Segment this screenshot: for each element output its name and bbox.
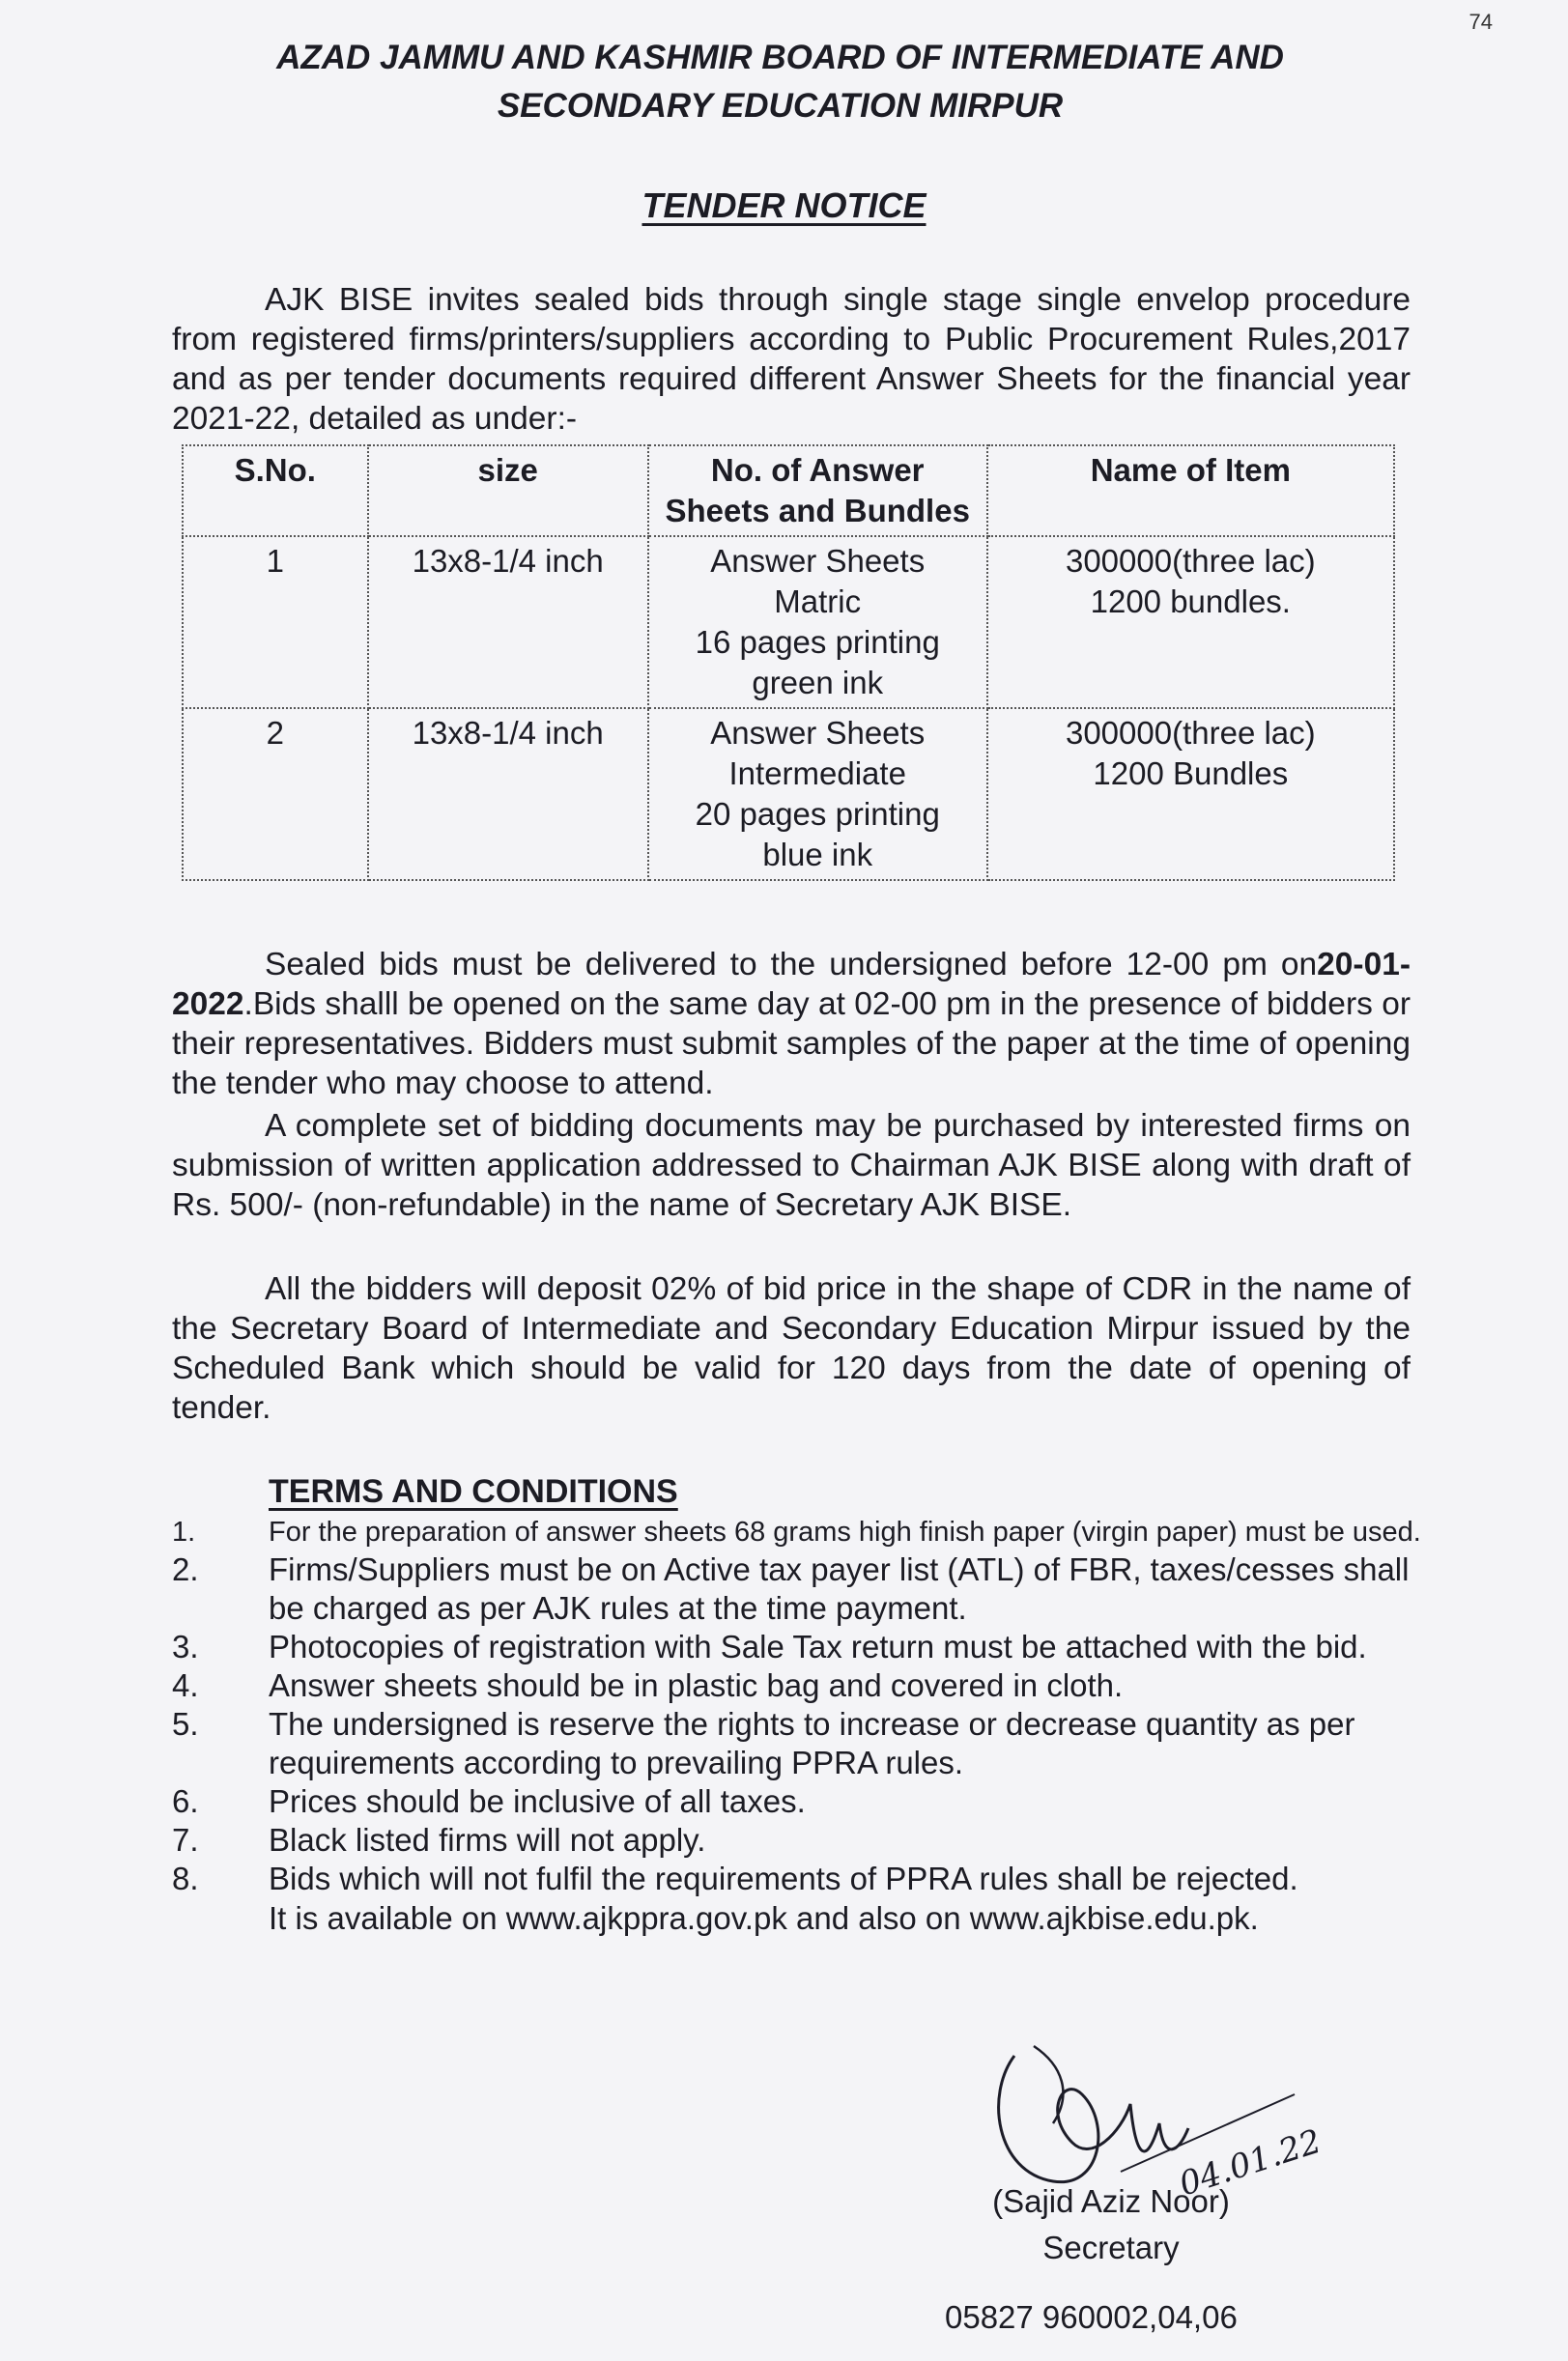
term-text: The undersigned is reserve the rights to increase or decrease quantity as per requirements according to prevailing PPRA rules. xyxy=(269,1706,1355,1780)
notice-title xyxy=(0,185,1568,226)
cell-line: 16 pages printing xyxy=(695,624,940,660)
term-text: For the preparation of answer sheets 68 grams high finish paper (virgin paper) must be used. xyxy=(269,1517,1421,1548)
cell-line: Answer Sheets xyxy=(710,543,926,579)
cell-answer-sheets xyxy=(648,708,987,880)
availability-note: It is available on www.ajkppra.gov.pk and also on www.ajkbise.edu.pk. xyxy=(269,1900,1259,1936)
term-number: 7. xyxy=(172,1822,199,1858)
cell-answer-sheets xyxy=(648,536,987,708)
board-name-line-2: SECONDARY EDUCATION MIRPUR xyxy=(497,87,1064,125)
cell-line: Matric xyxy=(774,583,862,619)
cell-sno: 2 xyxy=(183,708,368,880)
notice-title-text: TENDER NOTICE xyxy=(641,185,927,225)
cell-line: blue ink xyxy=(762,837,873,872)
term-text: Photocopies of registration with Sale Tax return must be attached with the bid. xyxy=(269,1629,1367,1664)
intro-paragraph xyxy=(172,280,1411,439)
term-number: 8. xyxy=(172,1861,199,1896)
cell-line: green ink xyxy=(752,665,884,700)
header-sno: S.No. xyxy=(183,445,368,536)
cell-item xyxy=(987,708,1394,880)
intro-text: AJK BISE invites sealed bids through single stage single envelop procedure from registered firms/printers/suppliers according to Public Procurement Rules,2017 and as per tender documents required different Answer Sheets for the financial year 2021-22, detailed as under:- xyxy=(172,282,1411,437)
term-number: 3. xyxy=(172,1629,199,1664)
list-item xyxy=(172,1515,1428,1550)
signature-date: 04.01.22 xyxy=(1174,2121,1326,2205)
list-item xyxy=(172,1821,1428,1860)
bids-paragraph xyxy=(172,945,1411,1103)
list-item xyxy=(172,1860,1428,1898)
term-number: 1. xyxy=(172,1517,196,1548)
cell-sno: 1 xyxy=(183,536,368,708)
term-number: 5. xyxy=(172,1706,199,1742)
cell-item xyxy=(987,536,1394,708)
bids-text-after: .Bids shalll be opened on the same day at 02-00 pm in the presence of bidders or their representatives. Bidders must submit samples of the paper at the time of opening the tender who may choose to attend. xyxy=(172,986,1411,1101)
term-number: 6. xyxy=(172,1783,199,1819)
term-text: Prices should be inclusive of all taxes. xyxy=(269,1783,806,1819)
list-item xyxy=(172,1628,1428,1666)
signatory-name: (Sajid Aziz Noor) xyxy=(992,2183,1230,2219)
cell-line: Answer Sheets xyxy=(710,715,926,751)
cell-line: 300000(three lac) xyxy=(1065,543,1316,579)
documents-text: A complete set of bidding documents may be purchased by interested firms on submission of written application addressed to Chairman AJK BISE along with draft of Rs. 500/- (non-refundable) in the name of Secretary AJK BISE. xyxy=(172,1108,1411,1223)
list-item xyxy=(172,1666,1428,1705)
header-size: size xyxy=(368,445,648,536)
list-item xyxy=(172,1705,1428,1782)
term-text: Bids which will not fulfil the requirements of PPRA rules shall be rejected. xyxy=(269,1861,1298,1896)
cell-line: 1200 Bundles xyxy=(1093,755,1289,791)
term-text: Black listed firms will not apply. xyxy=(269,1822,706,1858)
list-item xyxy=(172,1782,1428,1821)
bid-deadline-date: 20-01-2022 xyxy=(172,947,1411,1022)
signatory-designation: Secretary xyxy=(1042,2230,1180,2265)
deposit-text: All the bidders will deposit 02% of bid price in the shape of CDR in the name of the Secretary Board of Intermediate and Secondary Education Mirpur issued by the Scheduled Bank which should be valid for 120 days from the date of opening of tender. xyxy=(172,1271,1411,1426)
cell-size: 13x8-1/4 inch xyxy=(368,536,648,708)
table-row xyxy=(183,708,1394,880)
items-table xyxy=(182,444,1395,881)
header-item: Name of Item xyxy=(987,445,1394,536)
deposit-paragraph xyxy=(172,1269,1411,1428)
bids-text-before: Sealed bids must be delivered to the undersigned before 12-00 pm on xyxy=(265,947,1318,982)
cell-size: 13x8-1/4 inch xyxy=(368,708,648,880)
cell-line: 300000(three lac) xyxy=(1065,715,1316,751)
cell-line: Intermediate xyxy=(728,755,906,791)
board-name-line-1: AZAD JAMMU AND KASHMIR BOARD OF INTERMEDIATE AND xyxy=(276,39,1284,76)
cell-line: 1200 bundles. xyxy=(1090,583,1291,619)
page-number: 74 xyxy=(1468,10,1493,34)
cell-line: 20 pages printing xyxy=(695,796,940,832)
table-row xyxy=(183,536,1394,708)
signatory-block xyxy=(927,2178,1295,2271)
table-header-row xyxy=(183,445,1394,536)
terms-list xyxy=(172,1515,1428,1939)
documents-paragraph xyxy=(172,1106,1411,1225)
contact-phone: 05827 960002,04,06 xyxy=(945,2299,1238,2335)
terms-heading: TERMS AND CONDITIONS xyxy=(269,1473,678,1510)
term-number: 4. xyxy=(172,1667,199,1703)
term-text: Firms/Suppliers must be on Active tax payer list (ATL) of FBR, taxes/cesses shall be charged as per AJK rules at the time payment. xyxy=(269,1551,1410,1626)
term-number: 2. xyxy=(172,1551,199,1587)
term-text: Answer sheets should be in plastic bag and covered in cloth. xyxy=(269,1667,1124,1703)
header-answer-sheets: No. of Answer Sheets and Bundles xyxy=(648,445,987,536)
list-item xyxy=(172,1550,1428,1628)
